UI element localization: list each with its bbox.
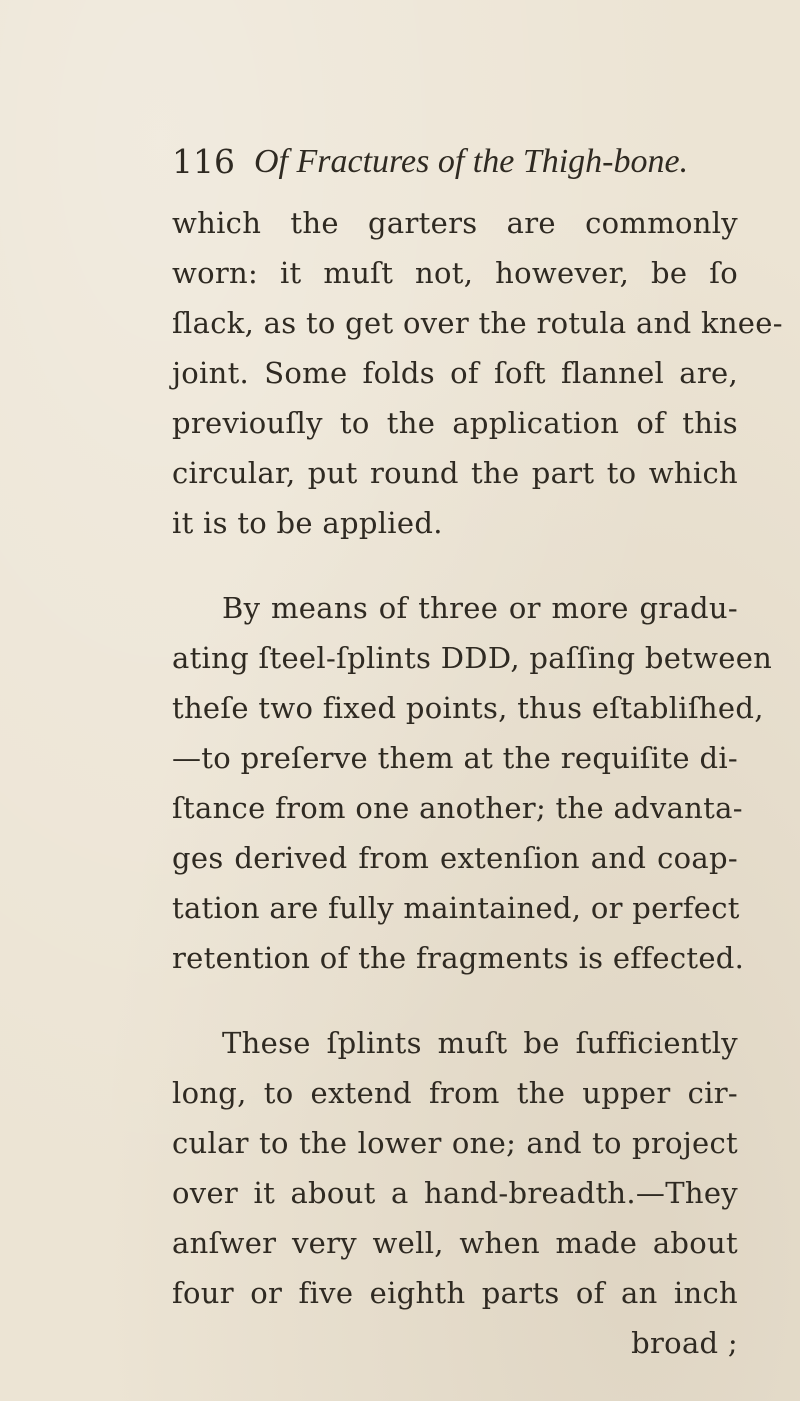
text-line: worn: it muſt not, however, be ſo	[172, 256, 738, 290]
text-line: previouſly to the application of this	[172, 406, 738, 440]
text-line: ating ſteel-ſplints DDD, paſſing between	[172, 641, 773, 675]
text-line: circular, put round the part to which	[172, 456, 738, 490]
text-line: —to preſerve them at the requiſite di-	[172, 741, 738, 775]
text-line: ges derived from extenſion and coap-	[172, 841, 738, 875]
page-number: 116	[172, 142, 235, 181]
text-line: ſtance from one another; the advanta-	[172, 791, 743, 825]
text-line: ſlack, as to get over the rotula and knee-	[172, 306, 783, 340]
paragraph-opening-line: By means of three or more gradu-	[222, 591, 738, 625]
text-line: retention of the fragments is effected.	[172, 941, 745, 975]
text-line: theſe two fixed points, thus eſtabliſhed,	[172, 691, 764, 725]
text-line: joint. Some folds of ſoft flannel are,	[172, 356, 738, 390]
page-header	[172, 140, 772, 184]
text-line: cular to the lower one; and to project	[172, 1126, 738, 1160]
text-line: four or five eighth parts of an inch	[172, 1276, 738, 1310]
text-line: tation are fully maintained, or perfect	[172, 891, 740, 925]
paragraph-opening-line: These ſplints muſt be ſufficiently	[222, 1026, 738, 1060]
catchword-line: broad ;	[631, 1326, 738, 1360]
text-line: it is to be applied.	[172, 506, 443, 540]
text-line: which the garters are commonly	[172, 206, 738, 240]
running-title: Of Fractures of the Thigh-bone.	[254, 143, 689, 180]
text-line: long, to extend from the upper cir-	[172, 1076, 738, 1110]
text-line: anſwer very well, when made about	[172, 1226, 738, 1260]
text-line: over it about a hand-breadth.—They	[172, 1176, 738, 1210]
